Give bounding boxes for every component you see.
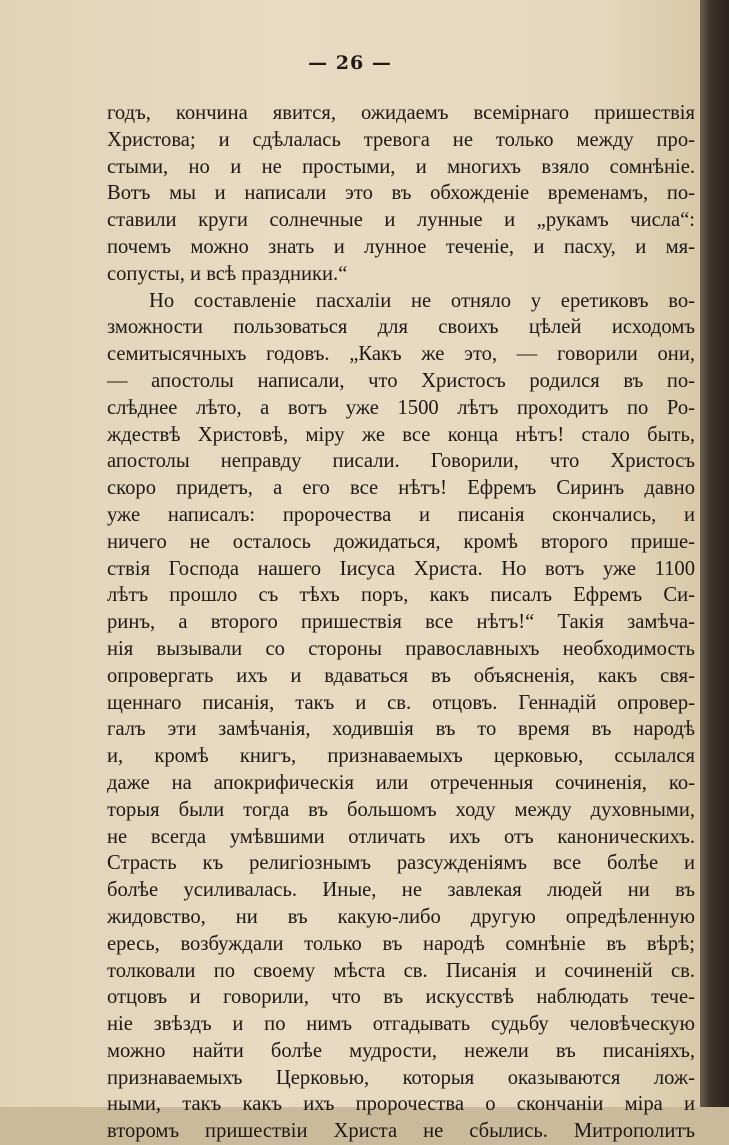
text-line: Вотъ мы и написали это въ обхожденіе временамъ, по- [107, 182, 695, 205]
text-line: скоро придетъ, а его все нѣтъ! Ефремъ Сиринъ давно [107, 477, 695, 500]
text-line: даже на апокрифическія или отреченныя сочиненія, ко- [107, 771, 695, 794]
text-line: отцовъ и говорили, что въ искусствѣ наблюдать тече- [107, 986, 695, 1009]
text-line: ждествѣ Христовѣ, міру же все конца нѣтъ! стало быть, [107, 423, 695, 446]
text-line: лѣтъ прошло съ тѣхъ поръ, какъ писалъ Ефремъ Си- [107, 584, 695, 607]
text-line: опровергать ихъ и вдаваться въ объясненія, какъ свя- [107, 664, 695, 687]
text-line: — апостолы написали, что Христосъ родился въ по- [107, 369, 695, 392]
body-text [107, 100, 695, 1145]
text-line: апостолы неправду писали. Говорили, что Христосъ [107, 450, 695, 473]
text-line: почемъ можно знать и лунное теченіе, и пасху, и мя- [107, 235, 695, 258]
text-line: сопусты, и всѣ праздники.“ [107, 262, 348, 285]
text-line: ересь, возбуждали только въ народѣ сомнѣніе въ вѣрѣ; [107, 932, 695, 955]
text-line: ринъ, а второго пришествія все нѣтъ!“ Такія замѣча- [107, 611, 695, 634]
text-line: зможности пользоваться для своихъ цѣлей исходомъ [107, 316, 695, 339]
text-line: Христова; и сдѣлалась тревога не только между про- [107, 128, 695, 151]
text-line: ствія Господа нашего Іисуса Христа. Но вотъ уже 1100 [107, 557, 695, 580]
text-line: толковали по своему мѣста св. Писанія и сочиненій св. [107, 959, 695, 982]
text-line: годъ, кончина явится, ожидаемъ всемірнаго пришествія [107, 102, 695, 124]
book-binding-edge [700, 0, 729, 1107]
text-line: щеннаго писанія, такъ и св. отцовъ. Геннадій опровер- [107, 691, 695, 714]
text-line: болѣе усиливалась. Иные, не завлекая людей ни въ [107, 879, 695, 902]
text-line: торыя были тогда въ большомъ ходу между духовными, [107, 798, 695, 821]
text-line: уже написалъ: пророчества и писанія скончались, и [107, 503, 695, 526]
text-line: Но составленіе пасхаліи не отняло у еретиковъ во- [149, 289, 695, 312]
text-line: нія вызывали со стороны православныхъ необходимость [107, 637, 695, 660]
text-line: ничего не осталось дожидаться, кромѣ второго прише- [107, 530, 695, 553]
text-line: Страсть къ религіознымъ разсужденіямъ все болѣе и [107, 852, 695, 875]
text-line: жидовство, ни въ какую-либо другую опредѣленную [107, 905, 695, 928]
text-line: ными, такъ какъ ихъ пророчества о скончаніи міра и [107, 1093, 695, 1116]
text-line: слѣднее лѣто, а вотъ уже 1500 лѣтъ проходитъ по Ро- [107, 396, 695, 419]
text-line: галъ эти замѣчанія, ходившія въ то время въ народѣ [107, 718, 695, 741]
text-line: не всегда умѣвшими отличать ихъ отъ каноническихъ. [107, 825, 695, 848]
page-number: — 26 — [308, 52, 392, 74]
text-line: и, кромѣ книгъ, признаваемыхъ церковью, ссылался [107, 745, 695, 768]
text-line: семитысячныхъ годовъ. „Какъ же это, — говорили они, [107, 343, 695, 366]
text-line: можно найти болѣе мудрости, нежели въ писаніяхъ, [107, 1039, 695, 1062]
text-line: признаваемыхъ Церковью, которыя оказываются лож- [107, 1066, 695, 1089]
text-line: ніе звѣздъ и по нимъ отгадывать судьбу человѣческую [107, 1013, 695, 1036]
text-line: ставили круги солнечные и лунные и „рукамъ числа“: [107, 209, 695, 232]
text-line: стыми, но и не простыми, и многихъ взяло сомнѣніе. [107, 155, 695, 178]
text-line: второмъ пришествіи Христа не сбылись. Митрополитъ [107, 1120, 695, 1143]
